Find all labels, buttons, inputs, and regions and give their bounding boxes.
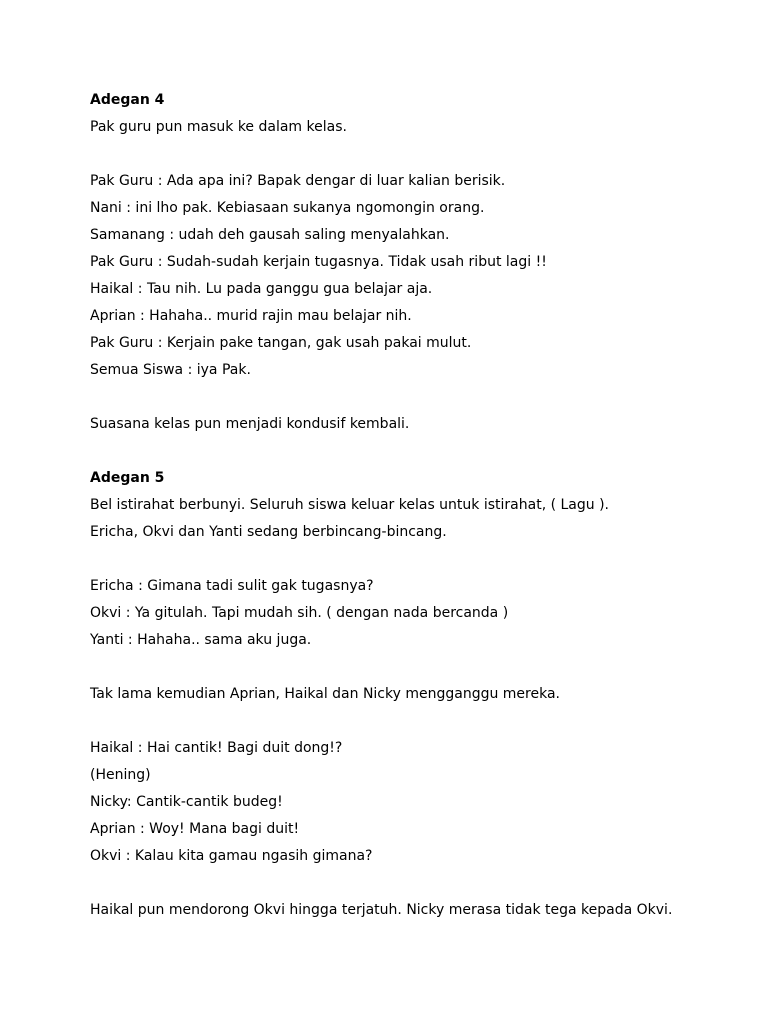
- scene-4-closing: Suasana kelas pun menjadi kondusif kembali.: [90, 416, 410, 432]
- dialogue-line: Pak Guru : Ada apa ini? Bapak dengar di luar kalian berisik.: [90, 173, 506, 189]
- dialogue-line: Haikal : Tau nih. Lu pada ganggu gua belajar aja.: [90, 281, 433, 297]
- dialogue-line: Nicky: Cantik-cantik budeg!: [90, 794, 283, 810]
- paragraph-spacer: [90, 870, 730, 897]
- dialogue-line: Yanti : Hahaha.. sama aku juga.: [90, 632, 312, 648]
- dialogue-line: Aprian : Hahaha.. murid rajin mau belajar nih.: [90, 308, 412, 324]
- script-document: [90, 87, 730, 924]
- dialogue-line: Semua Siswa : iya Pak.: [90, 362, 251, 378]
- paragraph-spacer: [90, 546, 730, 573]
- paragraph-spacer: [90, 438, 730, 465]
- dialogue-line: Samanang : udah deh gausah saling menyalahkan.: [90, 227, 450, 243]
- narration-line: Haikal pun mendorong Okvi hingga terjatuh. Nicky merasa tidak tega kepada Okvi.: [90, 902, 673, 918]
- scene-4-intro: Pak guru pun masuk ke dalam kelas.: [90, 119, 347, 135]
- scene-5-heading: Adegan 5: [90, 470, 165, 486]
- narration-line: Tak lama kemudian Aprian, Haikal dan Nicky mengganggu mereka.: [90, 686, 560, 702]
- dialogue-line: Nani : ini lho pak. Kebiasaan sukanya ngomongin orang.: [90, 200, 485, 216]
- paragraph-spacer: [90, 654, 730, 681]
- paragraph-spacer: [90, 384, 730, 411]
- scene-4-heading: Adegan 4: [90, 92, 165, 108]
- scene-5-intro: Bel istirahat berbunyi. Seluruh siswa keluar kelas untuk istirahat, ( Lagu ).: [90, 497, 610, 513]
- paragraph-spacer: [90, 141, 730, 168]
- dialogue-line: Pak Guru : Kerjain pake tangan, gak usah pakai mulut.: [90, 335, 472, 351]
- dialogue-line: Okvi : Ya gitulah. Tapi mudah sih. ( dengan nada bercanda ): [90, 605, 509, 621]
- dialogue-line: Pak Guru : Sudah-sudah kerjain tugasnya. Tidak usah ribut lagi !!: [90, 254, 547, 270]
- paragraph-spacer: [90, 708, 730, 735]
- dialogue-line: Ericha : Gimana tadi sulit gak tugasnya?: [90, 578, 374, 594]
- dialogue-line: (Hening): [90, 767, 151, 783]
- scene-5-intro: Ericha, Okvi dan Yanti sedang berbincang-bincang.: [90, 524, 447, 540]
- dialogue-line: Okvi : Kalau kita gamau ngasih gimana?: [90, 848, 373, 864]
- dialogue-line: Aprian : Woy! Mana bagi duit!: [90, 821, 300, 837]
- dialogue-line: Haikal : Hai cantik! Bagi duit dong!?: [90, 740, 343, 756]
